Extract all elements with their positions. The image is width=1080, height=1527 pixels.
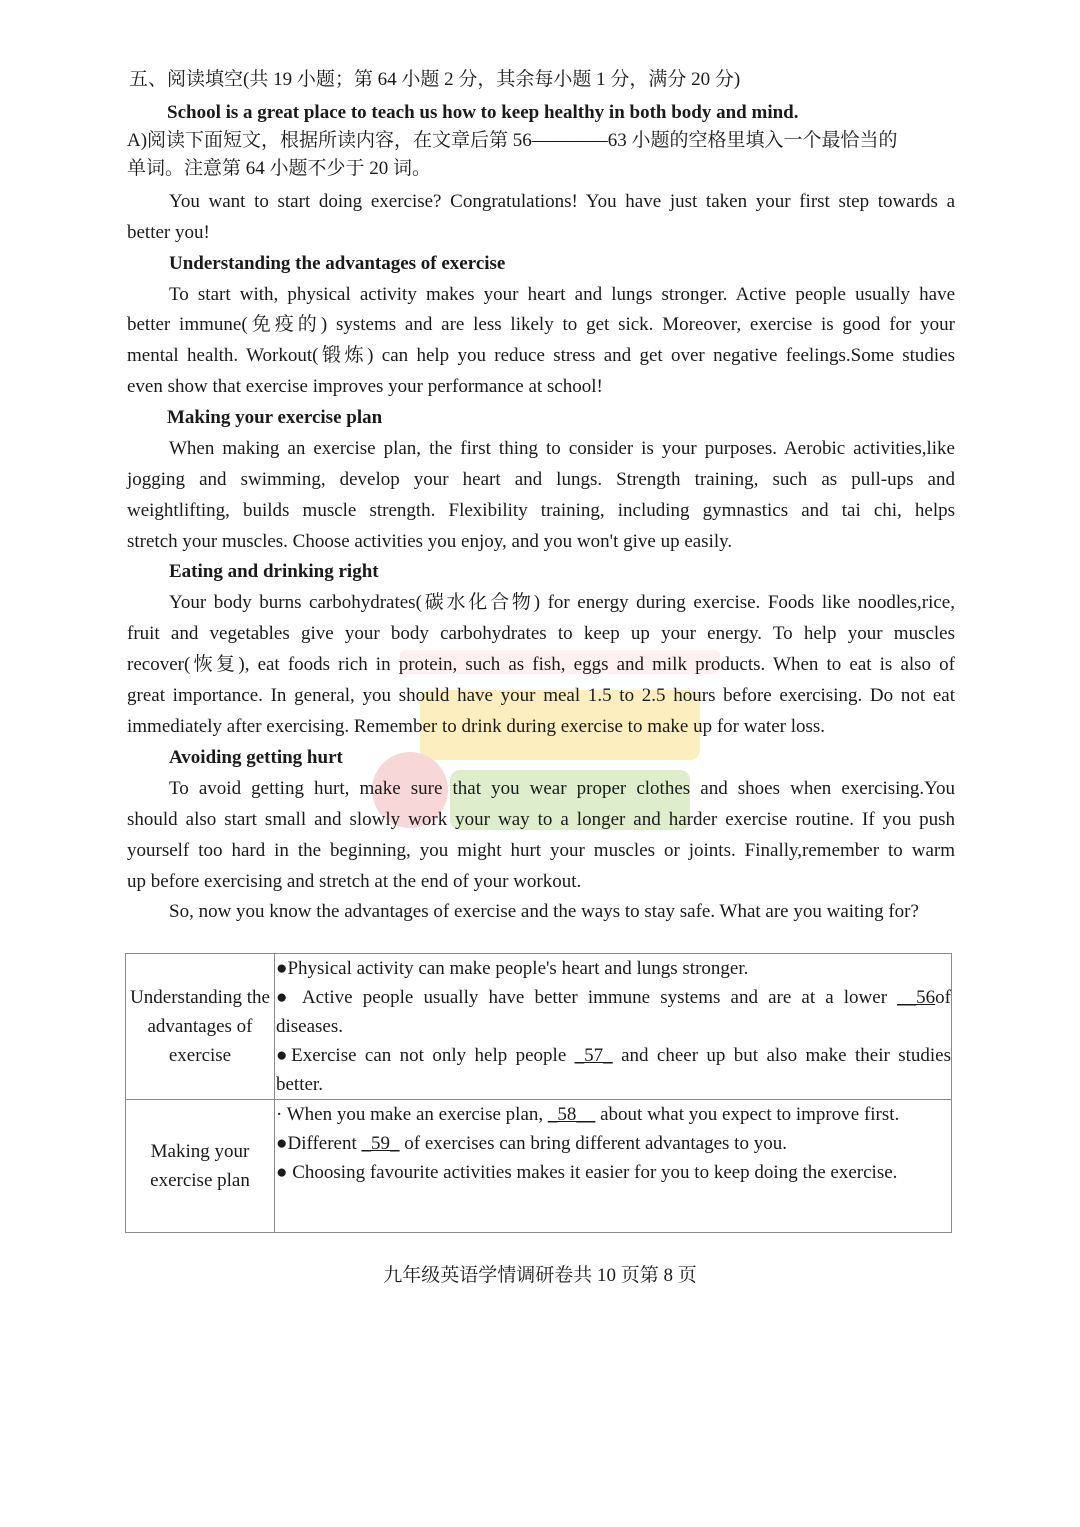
paragraph-line: weightlifting, builds muscle strength. Flexibility training, including gymnastics and tai chi, helps [127,500,955,521]
paragraph-line: yourself too hard in the beginning, you might hurt your muscles or joints. Finally,remember to warm [127,840,955,861]
paragraph-line: up before exercising and stretch at the end of your workout. [127,871,582,892]
label-line: exercise [168,1045,232,1066]
instruction-line: A)阅读下面短文，根据所读内容，在文章后第 56————63 小题的空格里填入一个最恰当的 [127,130,898,151]
paragraph-line: better immune(免疫的) systems and are less likely to get sick. Moreover, exercise is good for your [127,314,955,335]
label-line: Making your [150,1141,250,1162]
section-heading: Understanding the advantages of exercise [169,253,506,274]
instruction-line: 单词。注意第 64 小题不少于 20 词。 [127,158,432,179]
section-title: 五、阅读填空(共 19 小题；第 64 小题 2 分，其余每小题 1 分，满分 20 分) [129,69,741,90]
section-heading: Making your exercise plan [167,407,383,428]
paragraph-line: So, now you know the advantages of exercise and the ways to stay safe. What are you waiting for? [169,901,919,922]
paragraph-line: fruit and vegetables give your body carbohydrates to keep up your energy. To help your muscles [127,623,955,644]
label-line: exercise plan [150,1170,250,1191]
paragraph-line: To avoid getting hurt, make sure that you wear proper clothes and shoes when exercising.You [169,778,955,799]
answer-blank-58[interactable]: _58__ [547,1104,596,1125]
page-footer: 九年级英语学情调研卷共 10 页第 8 页 [383,1265,697,1286]
table-row [126,1100,952,1233]
table-row [126,954,952,1100]
bullet-item: ● Active people usually have better immune systems and are at a lower __56of [276,987,951,1008]
label-line: Understanding the [130,987,270,1008]
paragraph-line: Your body burns carbohydrates(碳水化合物) for energy during exercise. Foods like noodles,rice, [169,592,955,613]
paragraph-line: You want to start doing exercise? Congratulations! You have just taken your first step towards a [169,191,955,212]
answer-blank-57[interactable]: _57_ [574,1045,613,1066]
paragraph-line: When making an exercise plan, the first thing to consider is your purposes. Aerobic activities,like [169,438,955,459]
section-heading: Avoiding getting hurt [169,747,343,768]
paragraph-line: better you! [127,222,210,243]
bullet-item: · When you make an exercise plan, _58__ about what you expect to improve first. [276,1104,900,1125]
paragraph-line: should also start small and slowly work your way to a longer and harder exercise routine. If you push [127,809,955,830]
passage-lead: School is a great place to teach us how to keep healthy in both body and mind. [167,102,799,123]
answer-blank-59[interactable]: _59_ [361,1133,400,1154]
row-content [275,954,952,1100]
row-content [275,1100,952,1233]
paragraph-line: even show that exercise improves your performance at school! [127,376,603,397]
summary-table [125,953,952,1233]
row-label [126,954,275,1100]
paragraph-line: great importance. In general, you should have your meal 1.5 to 2.5 hours before exercising. Do not eat [127,685,955,706]
paragraph-line: mental health. Workout(锻炼) can help you reduce stress and get over negative feelings.Some studies [127,345,955,366]
paragraph-line: To start with, physical activity makes your heart and lungs stronger. Active people usually have [169,284,955,305]
paragraph-line: jogging and swimming, develop your heart and lungs. Strength training, such as pull-ups and [127,469,955,490]
section-heading: Eating and drinking right [169,561,379,582]
bullet-item: ● Choosing favourite activities makes it easier for you to keep doing the exercise. [276,1162,898,1183]
bullet-continuation: better. [276,1074,323,1095]
paragraph-line: immediately after exercising. Remember to drink during exercise to make up for water loss. [127,716,826,737]
label-line: advantages of [147,1016,253,1037]
bullet-continuation: diseases. [276,1016,344,1037]
bullet-item: ●Exercise can not only help people _57_ and cheer up but also make their studies [276,1045,951,1066]
bullet-item: ●Different _59_ of exercises can bring different advantages to you. [276,1133,787,1154]
bullet-item: ●Physical activity can make people's heart and lungs stronger. [276,958,749,979]
row-label [126,1100,275,1233]
answer-blank-56[interactable]: __56 [897,987,936,1008]
paragraph-line: stretch your muscles. Choose activities you enjoy, and you won't give up easily. [127,531,733,552]
paragraph-line: recover(恢复), eat foods rich in protein, such as fish, eggs and milk products. When to eat is also of [127,654,955,675]
